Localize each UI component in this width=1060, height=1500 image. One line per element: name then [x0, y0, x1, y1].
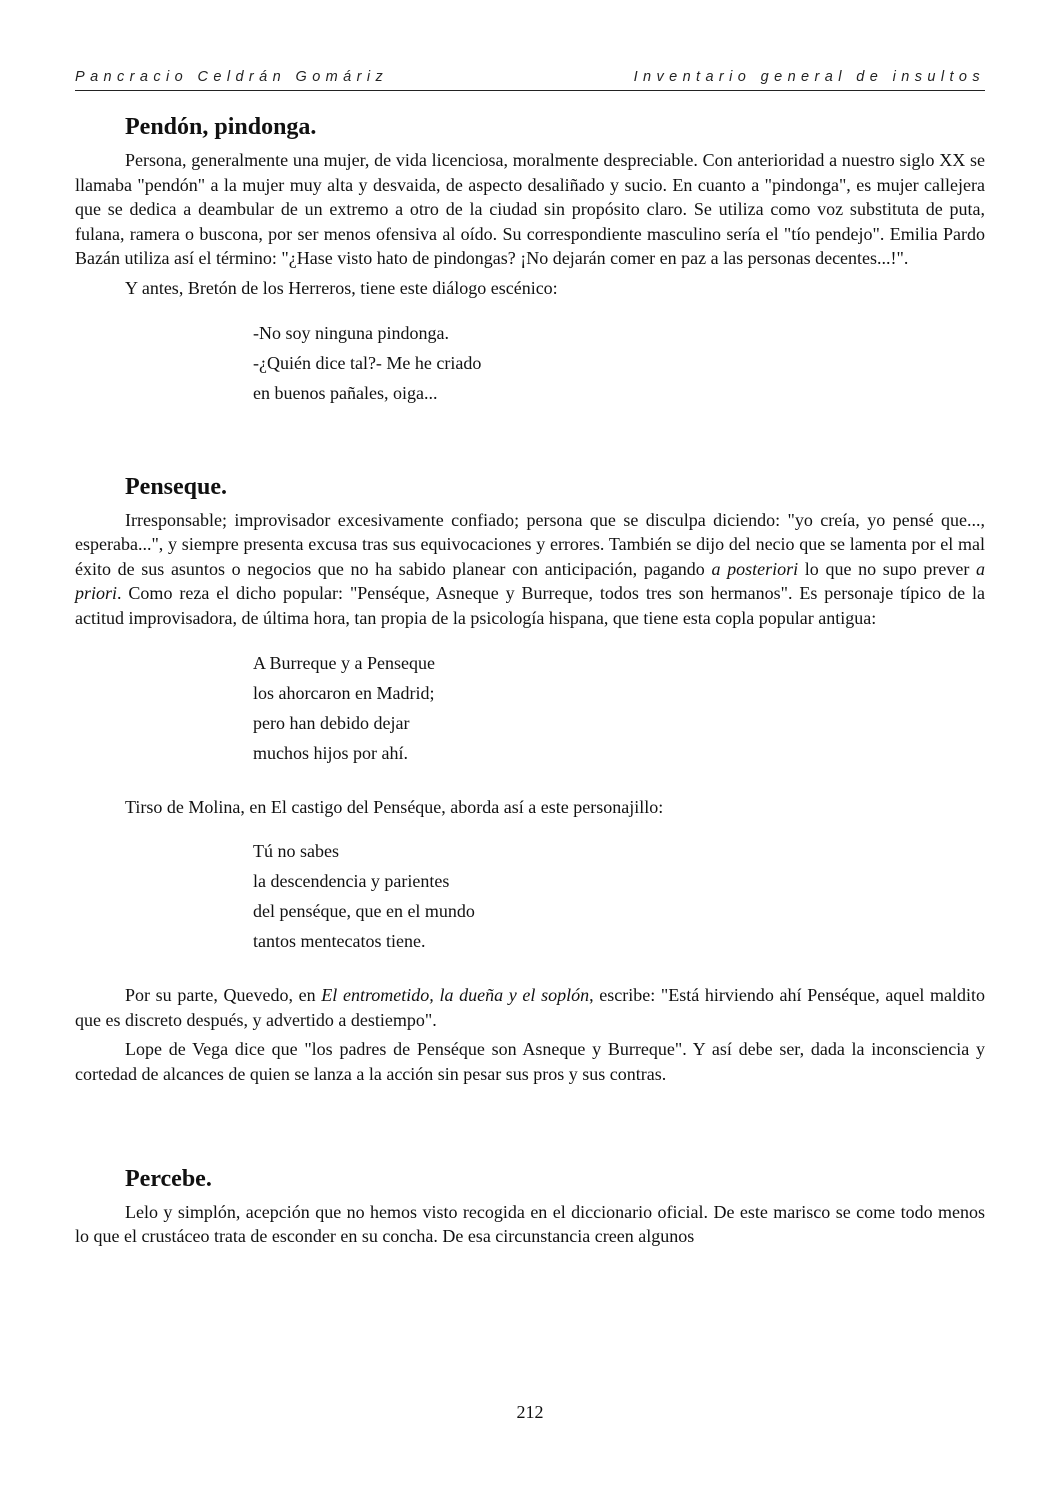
paragraph: Lope de Vega dice que "los padres de Penséque son Asneque y Burreque". Y así debe ser, dada la inconsciencia y cortedad de alcances de quien se lanza a la acción sin pesar sus pros y sus contras. [75, 1039, 985, 1084]
running-header [75, 66, 985, 91]
entry-title: Pendón, pindonga. [125, 114, 317, 140]
verse-line: en buenos pañales, oiga... [253, 382, 438, 403]
verse-line: la descendencia y parientes [253, 871, 450, 892]
italic-title: El entrometido, la dueña y el soplón [321, 985, 590, 1006]
entry-title: Percebe. [125, 1165, 212, 1192]
entry-penseque [75, 470, 985, 1087]
verse-line: pero han debido dejar [253, 712, 410, 733]
italic-term: a priori [75, 558, 986, 604]
verse-block [253, 318, 985, 408]
verse-block [253, 648, 985, 768]
verse-line: -¿Quién dice tal?- Me he criado [253, 352, 482, 373]
page-number: 212 [516, 1402, 544, 1422]
verse-line: A Burreque y a Penseque [253, 652, 435, 673]
paragraph: Y antes, Bretón de los Herreros, tiene este diálogo escénico: [125, 277, 558, 298]
entry-title: Penseque. [125, 473, 227, 500]
entry-pendon [75, 110, 985, 408]
verse-line: tantos mentecatos tiene. [253, 931, 426, 952]
verse-line: Tú no sabes [253, 841, 339, 862]
paragraph: Por su parte, Quevedo, en El entrometido, la dueña y el soplón, escribe: "Está hirviendo ahí Penséque, aquel maldito que es discreto después, y advertido a destiempo". [75, 985, 985, 1030]
paragraph: Tirso de Molina, en El castigo del Penséque, aborda así a este personajillo: [125, 796, 664, 817]
header-author: Pancracio Celdrán Gomáriz [75, 69, 389, 85]
paragraph: Persona, generalmente una mujer, de vida licenciosa, moralmente despreciable. Con anterioridad a nuestro siglo XX se llamaba "pendón" a la mujer muy alta y desvaida, de aspecto desaliñado y sucio. En cuanto a "pindonga", es mujer callejera que se dedica a deambular de un extremo a otro de la ciudad sin propósito claro. Se utiliza como voz substituta de puta, fulana, ramera o buscona, por ser menos ofensiva al oído. Su correspondiente masculino sería el "tío pendejo". Emilia Pardo Bazán utiliza así el término: "¿Hase visto hato de pindongas? ¡No dejarán comer en paz a las personas decentes...!". [75, 150, 985, 269]
verse-line: del penséque, que en el mundo [253, 901, 475, 922]
verse-line: los ahorcaron en Madrid; [253, 682, 435, 703]
entry-percebe [75, 1162, 985, 1249]
paragraph: Irresponsable; improvisador excesivamente confiado; persona que se disculpa diciendo: "yo creía, yo pensé que..., esperaba...", y siempre presenta excusa tras sus equivocaciones y errores. También se dijo del necio que se lamenta por el mal éxito de sus asuntos o negocios que no ha sabido planear con anticipación, pagando a posteriori lo que no supo prever a priori. Como reza el dicho popular: "Penséque, Asneque y Burreque, todos tres son hermanos". Es personaje típico de la actitud improvisadora, de última hora, tan propia de la psicología hispana, que tiene esta copla popular antigua: [75, 509, 986, 628]
verse-line: muchos hijos por ahí. [253, 742, 408, 763]
italic-term: a posteriori [711, 558, 799, 579]
verse-block [253, 836, 985, 956]
page-content [75, 110, 985, 1249]
paragraph: Lelo y simplón, acepción que no hemos visto recogida en el diccionario oficial. De este marisco se come todo menos lo que el crustáceo trata de esconder en su concha. De esa circunstancia creen algunos [75, 1201, 985, 1247]
verse-line: -No soy ninguna pindonga. [253, 322, 449, 343]
header-book-title: Inventario general de insultos [633, 69, 985, 85]
